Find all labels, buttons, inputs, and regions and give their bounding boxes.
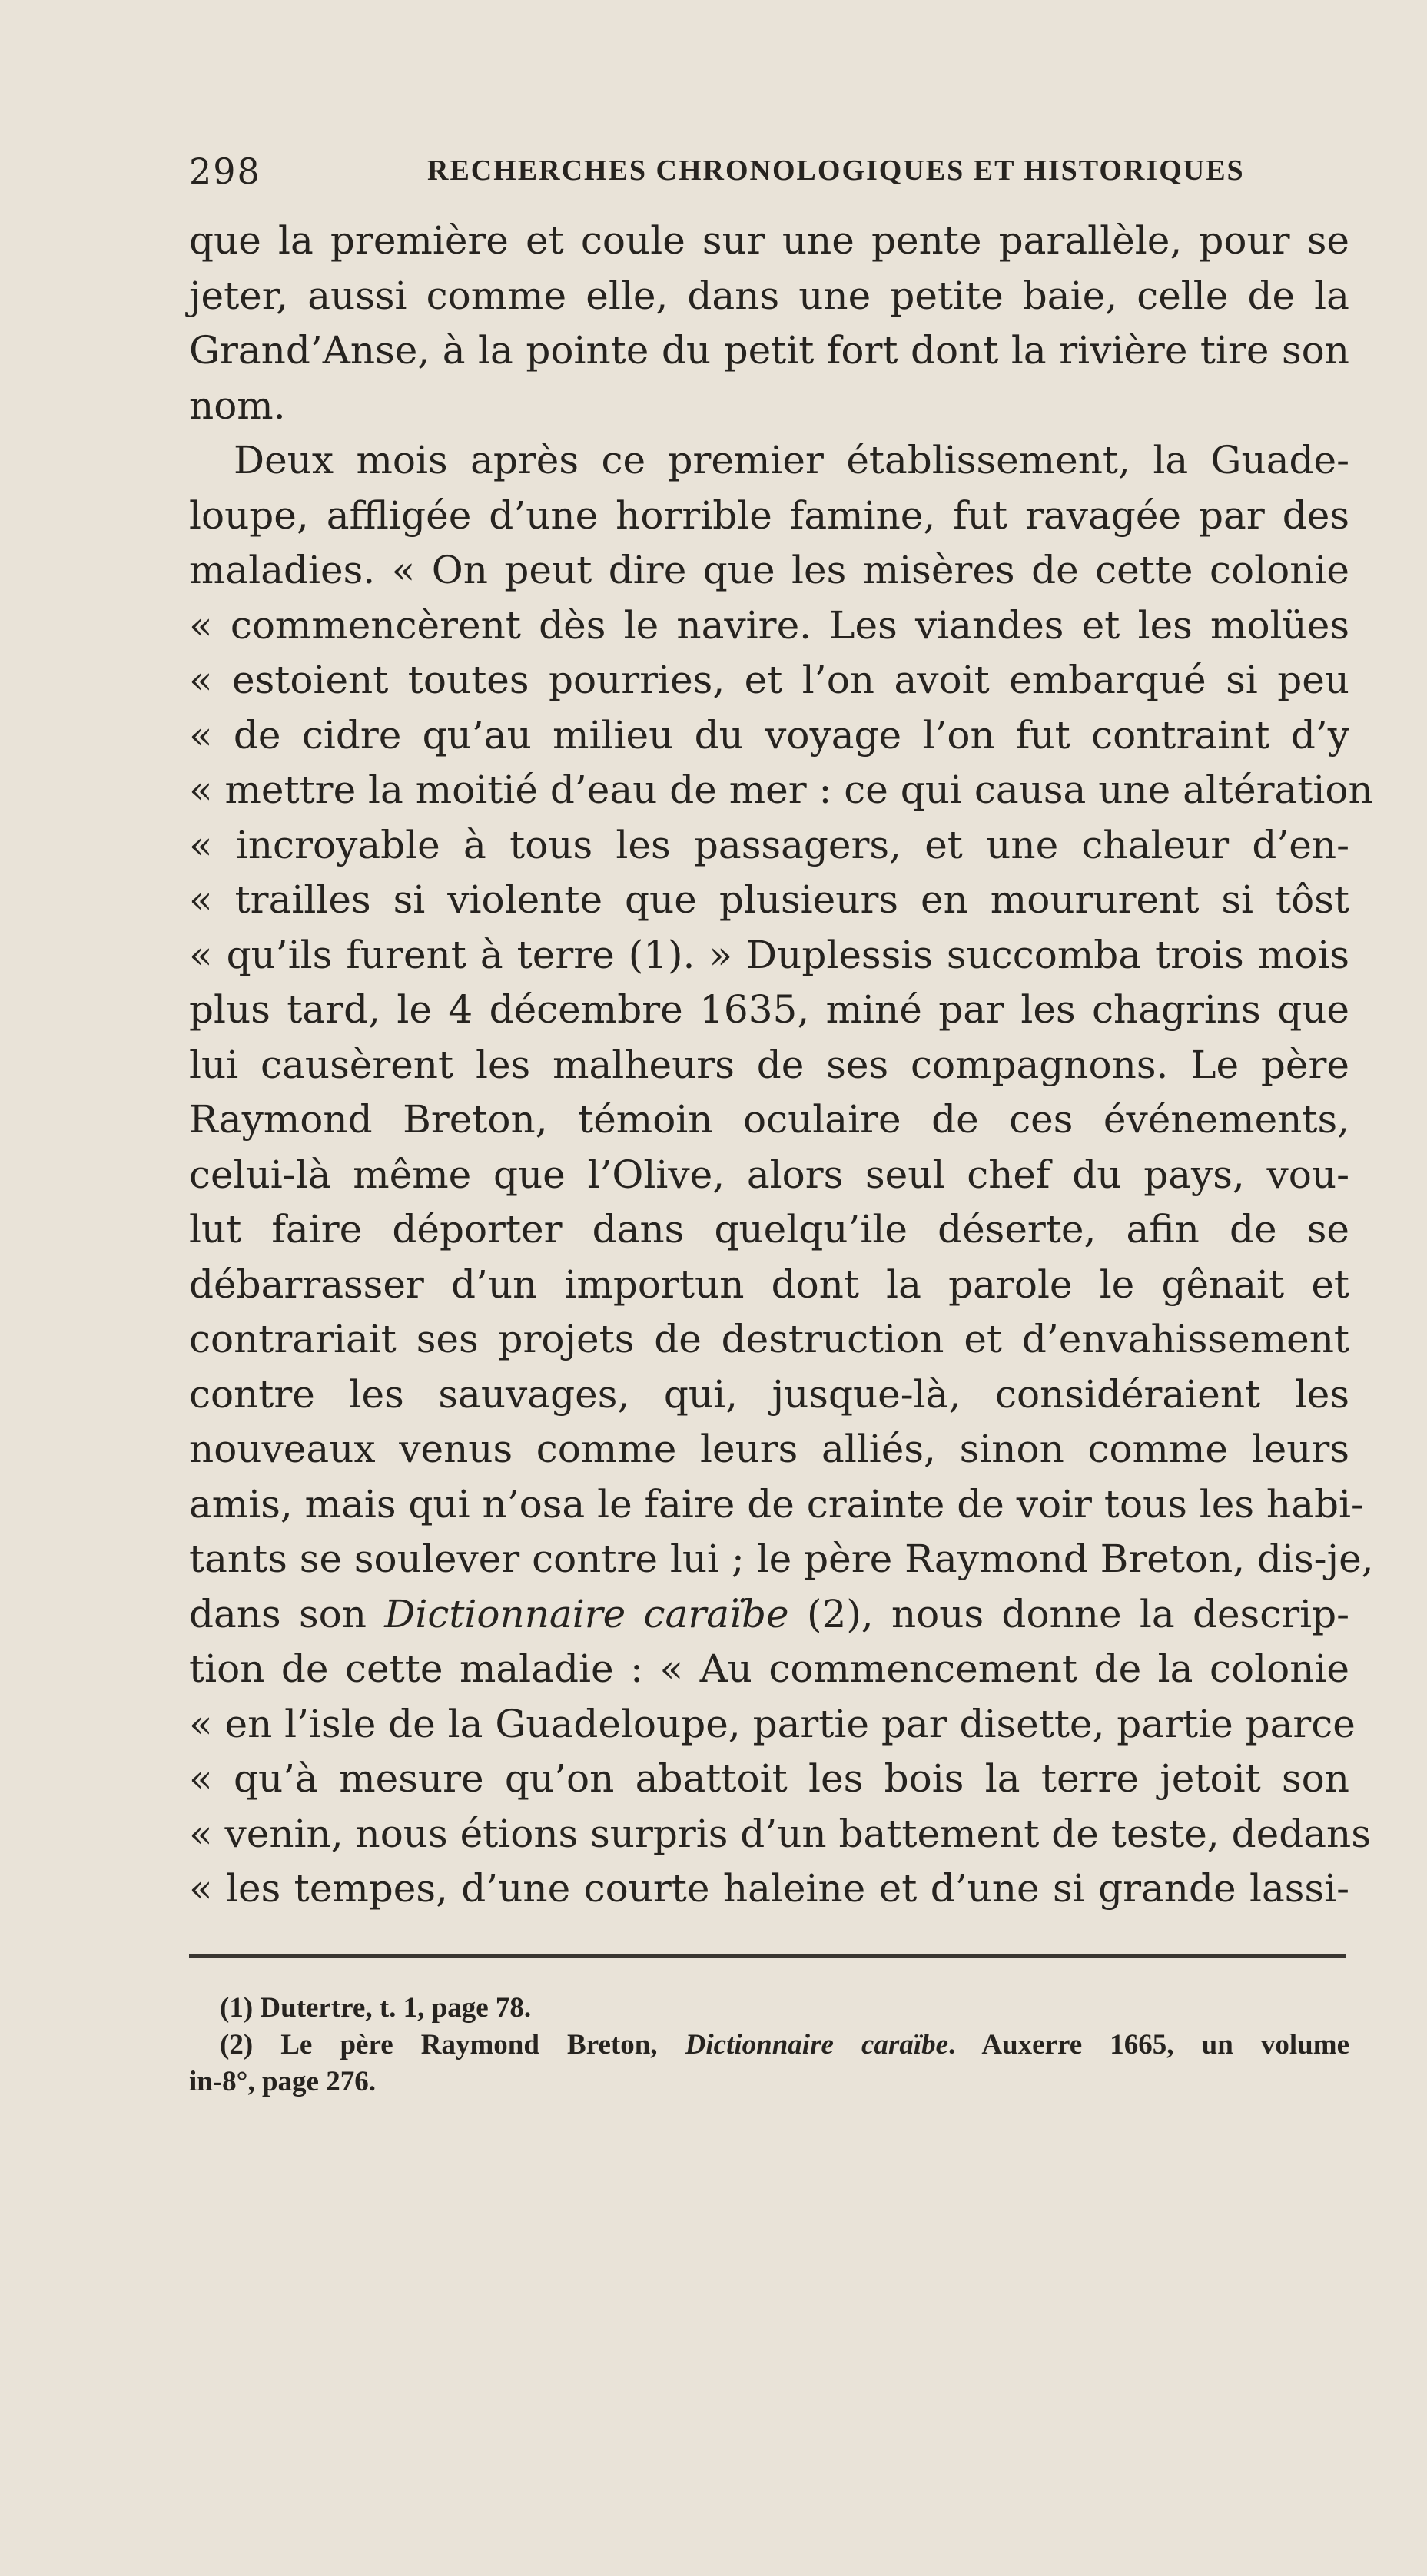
text-line: « trailles si violente que plusieurs en moururent si tôst <box>189 877 1349 922</box>
text-line: « de cidre qu’au milieu du voyage l’on fut contraint d’y <box>189 712 1349 758</box>
text-line: Grand’Anse, à la pointe du petit fort dont la rivière tire son <box>189 328 1349 373</box>
text-line: « mettre la moitié d’eau de mer : ce qui causa une altération <box>189 767 1373 812</box>
dictionary-title: Dictionnaire caraïbe <box>384 1591 789 1636</box>
text-line: « venin, nous étions surpris d’un battement de teste, dedans <box>189 1811 1371 1856</box>
text-line: Raymond Breton, témoin oculaire de ces événements, <box>189 1097 1349 1142</box>
text-line: lut faire déporter dans quelqu’ile déserte, afin de se <box>189 1207 1349 1252</box>
text-line: « estoient toutes pourries, et l’on avoit embarqué si peu <box>189 658 1349 702</box>
text-segment: (2), nous donne la descrip- <box>788 1591 1349 1636</box>
footnote-2-continuation: in-8°, page 276. <box>189 2066 376 2097</box>
text-line: loupe, affligée d’une horrible famine, fut ravagée par des <box>189 492 1349 538</box>
text-line: débarrasser d’un importun dont la parole le gênait et <box>189 1261 1349 1307</box>
text-line: jeter, aussi comme elle, dans une petite baie, celle de la <box>189 273 1349 318</box>
text-segment: dans son <box>189 1591 385 1636</box>
text-line: « commencèrent dès le navire. Les viandes et les molües <box>189 602 1349 648</box>
footnote-2 <box>189 2027 1349 2064</box>
text-line: amis, mais qui n’osa le faire de crainte de voir tous les habi- <box>189 1481 1364 1527</box>
body-text <box>189 214 1374 1917</box>
text-line: tants se soulever contre lui ; le père Raymond Breton, dis-je, <box>189 1537 1374 1581</box>
text-line: « qu’à mesure qu’on abattoit les bois la terre jetoit son <box>189 1756 1349 1801</box>
text-line: contrariait ses projets de destruction et d’envahissement <box>189 1317 1349 1361</box>
text-line: que la première et coule sur une pente parallèle, pour se <box>189 218 1349 263</box>
footnote-rule <box>189 1954 1346 1958</box>
text-line: contre les sauvages, qui, jusque-là, considéraient les <box>189 1371 1349 1417</box>
page-number: 298 <box>189 151 261 192</box>
text-line: « en l’isle de la Guadeloupe, partie par disette, partie parce <box>189 1701 1356 1746</box>
footnote-title: Dictionnaire caraïbe <box>685 2029 949 2060</box>
text-line: celui-là même que l’Olive, alors seul chef du pays, vou- <box>189 1152 1349 1197</box>
text-line: tion de cette maladie : « Au commencement de la colonie <box>189 1646 1349 1691</box>
page-header <box>189 151 1349 197</box>
text-line: nom. <box>189 383 286 428</box>
text-line: nouveaux venus comme leurs alliés, sinon comme leurs <box>189 1427 1349 1471</box>
text-segment: (2) Le père Raymond Breton, <box>220 2029 685 2060</box>
text-line: « incroyable à tous les passagers, et une chaleur d’en- <box>189 822 1349 867</box>
footnote-1: (1) Dutertre, t. 1, page 78. <box>220 1992 532 2024</box>
footnotes <box>189 1990 1349 2100</box>
text-line <box>189 1587 1349 1643</box>
text-line: « les tempes, d’une courte haleine et d’une si grande lassi- <box>189 1866 1349 1911</box>
text-line: plus tard, le 4 décembre 1635, miné par les chagrins que <box>189 987 1349 1032</box>
text-line: « qu’ils furent à terre (1). » Duplessis succomba trois mois <box>189 932 1349 977</box>
text-line: Deux mois après ce premier établissement, la Guade- <box>234 438 1349 482</box>
text-segment: . Auxerre 1665, un volume <box>948 2029 1349 2060</box>
text-line: maladies. « On peut dire que les misères de cette colonie <box>189 548 1349 592</box>
text-line: lui causèrent les malheurs de ses compagnons. Le père <box>189 1042 1349 1087</box>
running-head: RECHERCHES CHRONOLOGIQUES ET HISTORIQUES <box>427 154 1245 187</box>
